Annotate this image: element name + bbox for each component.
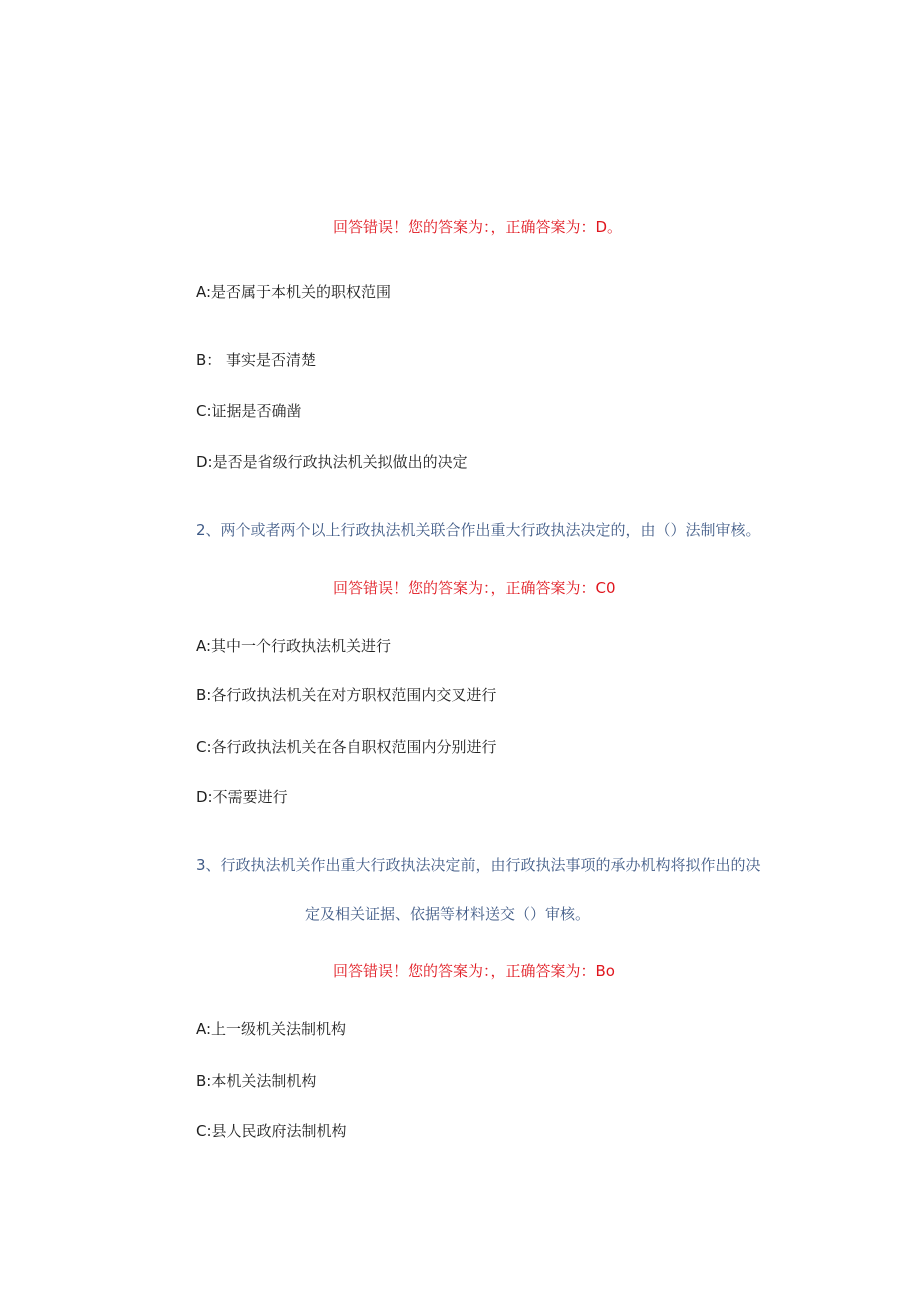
option-a-q2: A:其中一个行政执法机关进行 <box>196 637 392 655</box>
answer-feedback-1: 回答错误！您的答案为：，正确答案为：D。 <box>333 218 623 236</box>
option-d-q2: D:不需要进行 <box>196 788 288 806</box>
option-c-q2: C:各行政执法机关在各自职权范围内分别进行 <box>196 738 497 756</box>
option-b-q1: B： 事实是否清楚 <box>196 351 317 369</box>
option-d-q1: D:是否是省级行政执法机关拟做出的决定 <box>196 453 468 471</box>
option-c-q1: C:证据是否确凿 <box>196 402 302 420</box>
option-a-q3: A:上一级机关法制机构 <box>196 1020 347 1038</box>
option-b-q2: B:各行政执法机关在对方职权范围内交叉进行 <box>196 686 497 704</box>
answer-feedback-2: 回答错误！您的答案为：，正确答案为：C0 <box>333 579 616 597</box>
option-c-q3: C:县人民政府法制机构 <box>196 1122 347 1140</box>
option-a-q1: A:是否属于本机关的职权范围 <box>196 283 392 301</box>
question-3-text-line1: 3、行政执法机关作出重大行政执法决定前，由行政执法事项的承办机构将拟作出的决 <box>196 856 761 874</box>
question-2-text: 2、两个或者两个以上行政执法机关联合作出重大行政执法决定的，由（）法制审核。 <box>196 521 761 539</box>
option-b-q3: B:本机关法制机构 <box>196 1072 317 1090</box>
question-3-text-line2: 定及相关证据、依据等材料送交（）审核。 <box>305 905 591 923</box>
answer-feedback-3: 回答错误！您的答案为：，正确答案为：Bo <box>333 962 615 980</box>
